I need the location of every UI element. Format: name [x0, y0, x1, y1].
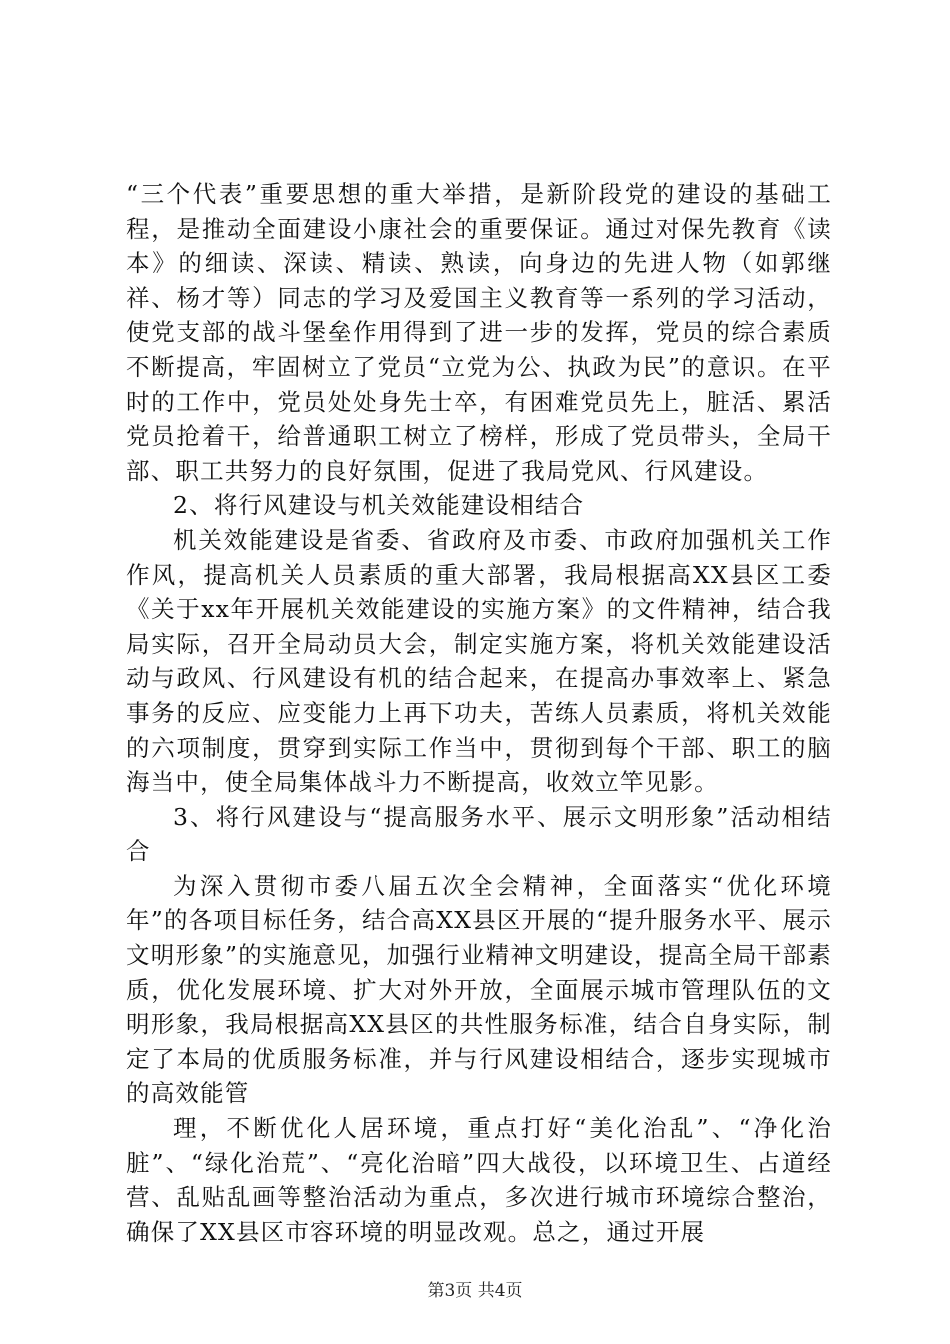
section-heading: 2、将行风建设与机关效能建设相结合	[173, 491, 585, 520]
body-paragraph: “三个代表”重要思想的重大举措，是新阶段党的建设的基础工程，是推动全面建设小康社会的重要保证。通过对保先教育《读本》的细读、深读、精读、熟读，向身边的先进人物（如郭继祥、杨才等）同志的学习及爱国主义教育等一系列的学习活动，使党支部的战斗堡垒作用得到了进一步的发挥，党员的综合素质不断提高，牢固树立了党员“立党为公、执政为民”的意识。在平时的工作中，党员处处身先士卒，有困难党员先上，脏活、累活党员抢着干，给普通职工树立了榜样，形成了党员带头，全局干部、职工共努力的良好氛围，促进了我局党风、行风建设。	[126, 180, 832, 485]
page-footer: 第3页 共4页	[427, 1281, 523, 1301]
section-heading: 3、将行风建设与“提高服务水平、展示文明形象”活动相结合	[126, 802, 832, 866]
body-paragraph: 为深入贯彻市委八届五次全会精神，全面落实“优化环境年”的各项目标任务，结合高XX县区开展的“提升服务水平、展示文明形象”的实施意见，加强行业精神文明建设，提高全局干部素质，优化发展环境、扩大对外开放，全面展示城市管理队伍的文明形象，我局根据高XX县区的共性服务标准，结合自身实际，制定了本局的优质服务标准，并与行风建设相结合，逐步实现城市的高效能管	[126, 871, 832, 1108]
body-paragraph: 机关效能建设是省委、省政府及市委、市政府加强机关工作作风，提高机关人员素质的重大部署，我局根据高XX县区工委《关于xx年开展机关效能建设的实施方案》的文件精神，结合我局实际，召开全局动员大会，制定实施方案，将机关效能建设活动与政风、行风建设有机的结合起来，在提高办事效率上、紧急事务的反应、应变能力上再下功夫，苦练人员素质，将机关效能的六项制度，贯穿到实际工作当中，贯彻到每个干部、职工的脑海当中，使全局集体战斗力不断提高，收效立竿见影。	[126, 525, 832, 797]
document-body	[126, 177, 832, 1249]
body-paragraph: 理，不断优化人居环境，重点打好“美化治乱”、“净化治脏”、“绿化治荒”、“亮化治暗”四大战役，以环境卫生、占道经营、乱贴乱画等整治活动为重点，多次进行城市环境综合整治，确保了XX县区市容环境的明显改观。总之，通过开展	[126, 1114, 832, 1246]
